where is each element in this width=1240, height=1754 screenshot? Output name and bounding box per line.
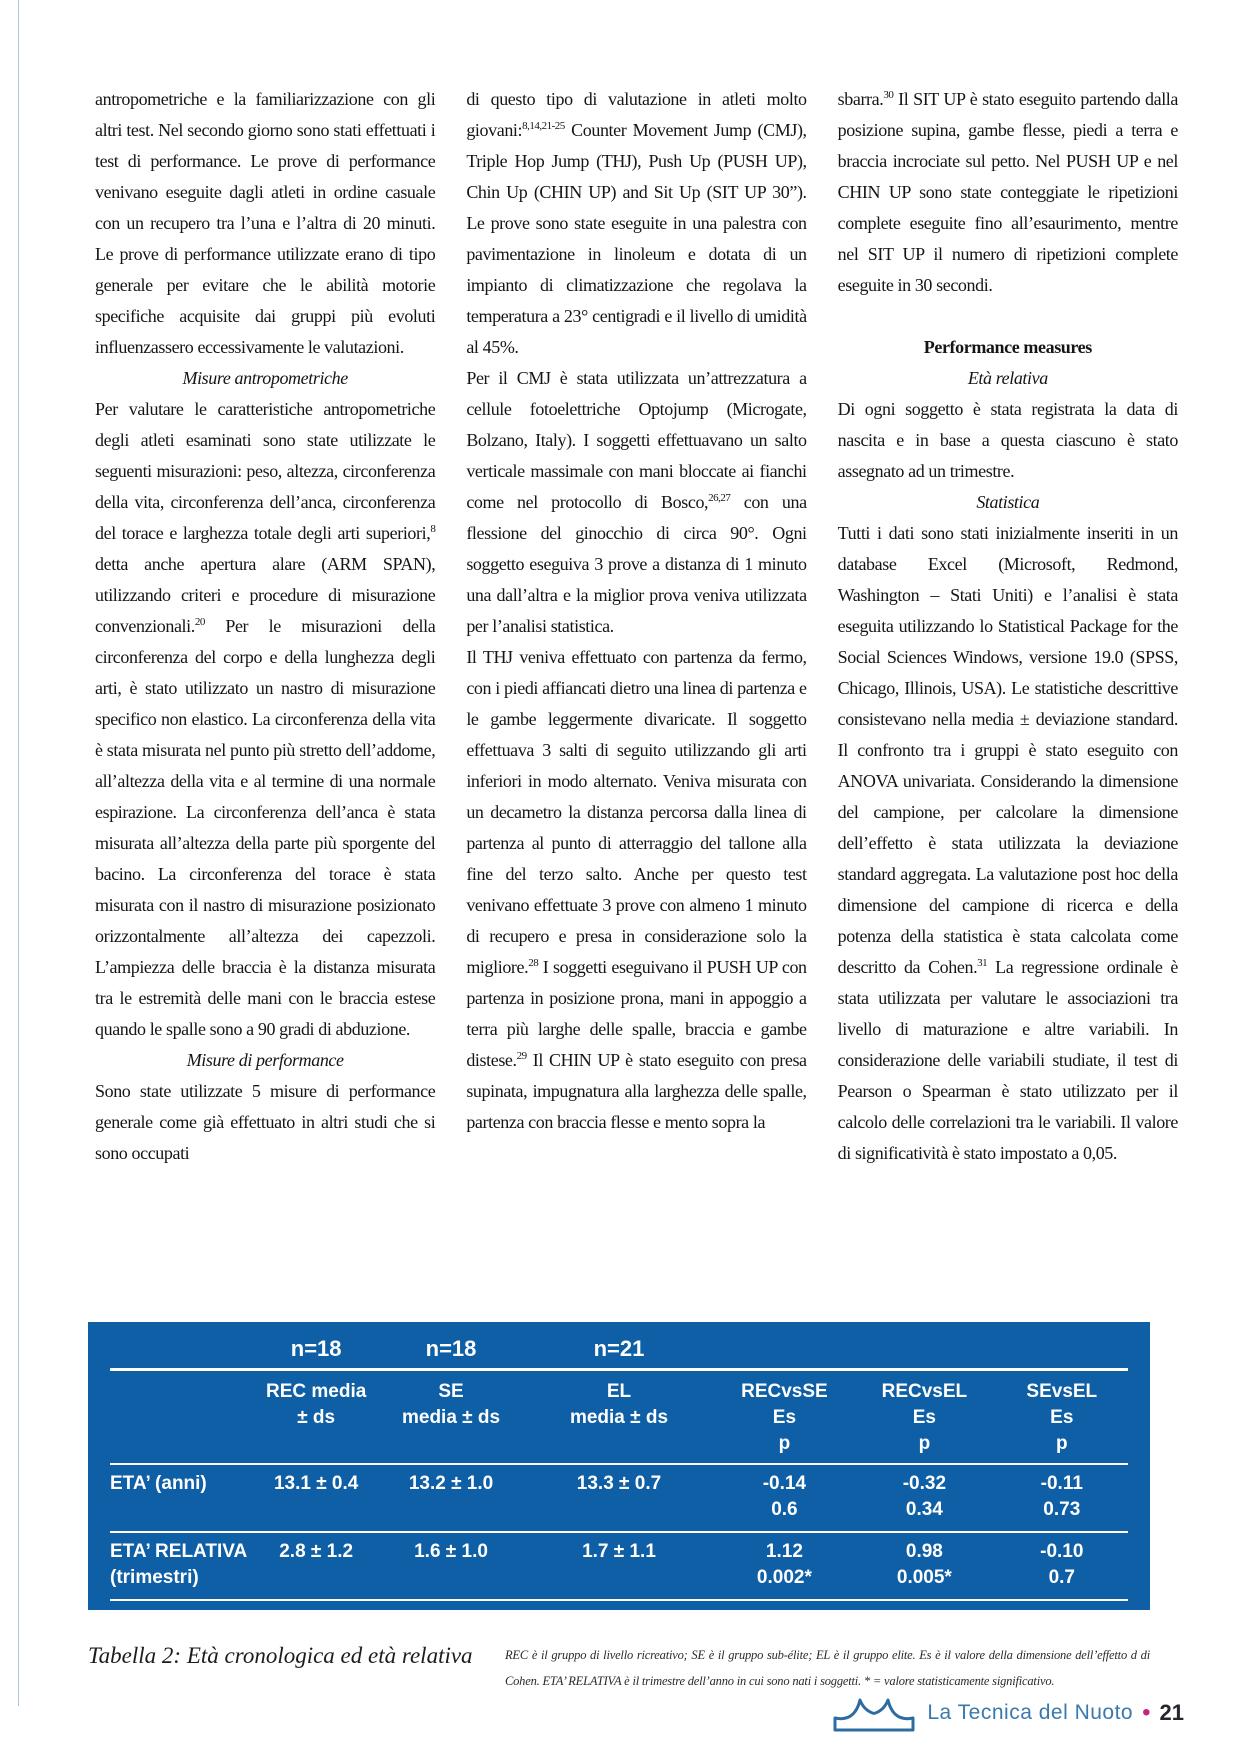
paragraph: Per il CMJ è stata utilizzata un’attrezzatura a cellule fotoelettriche Optojump (Microgate, Bolzano, Italy). I soggetti effettuavano un salto verticale massimale con mani bloccate ai fianchi come nel protocollo di Bosco,$^{26,27}$ con una flessione del ginocchio di circa 90°. Ogni soggetto eseguiva 3 prove a distanza di 1 minuto una dall’altra e la miglior prova veniva utilizzata per l’analisi statistica. (466, 368, 807, 636)
table-header-line: Es (772, 1407, 797, 1428)
table-header-row (110, 1371, 1128, 1465)
table-header-line: media ± ds (569, 1407, 669, 1428)
table-header-line: media ± ds (401, 1407, 501, 1428)
table-group-size-cell: n=18 (425, 1336, 477, 1361)
table-value-line: 1.6 ± 1.0 (414, 1541, 488, 1562)
page-number: 21 (1159, 1700, 1184, 1725)
paragraph: sbarra.$^{30}$ Il SIT UP è stato eseguito partendo dalla posizione supina, gambe flesse, piedi a terra e braccia incrociate sul petto. Nel PUSH UP e nel CHIN UP sono state conteggiate le ripetizioni complete eseguite fino all’esaurimento, mentre nel SIT UP il numero di ripetizioni complete eseguite in 30 secondi. (837, 89, 1178, 295)
paragraph: Di ogni soggetto è stata registrata la data di nascita e in base a questa ciascuno è stato assegnato ad un trimestre. (837, 399, 1178, 481)
reference-superscript: 20 (194, 616, 205, 628)
table-value-line: 0.005* (896, 1567, 952, 1588)
page-edge-rule (18, 0, 19, 1706)
table-value-cell (522, 1471, 715, 1497)
paragraph: Il THJ veniva effettuato con partenza da fermo, con i piedi affiancati dietro una linea di partenza e le gambe leggermente divaricate. Il soggetto effettuava 3 salti di seguito utilizzando gli arti inferiori in modo alternato. Veniva misurata con un decametro la distanza percorsa dalla linea di partenza al punto di atterraggio del tallone alla fine del terzo salto. Anche per questo test venivano effettuate 3 prove con almeno 1 minuto di recupero e presa in considerazione solo la migliore.$^{28}$ I soggetti eseguivano il PUSH UP con partenza in posizione prona, mani in appoggio a terra più larghe delle spalle, braccia e gambe distese.$^{29}$ Il CHIN UP è stato eseguito con presa supinata, impugnatura alla larghezza delle spalle, partenza con braccia flesse e mento sopra la (466, 647, 807, 1132)
paragraph: antropometriche e la familiarizzazione con gli altri test. Nel secondo giorno sono stati effettuati i test di performance. Le prove di performance venivano eseguite dagli atleti in ordine casuale con un recupero tra l’una e l’altra di 20 minuti. Le prove di performance utilizzate erano di tipo generale per evitare che le abilità motorie specifiche acquisite dai gruppi più evoluti influenzassero eccessivamente le valutazioni. (95, 89, 436, 357)
waves-logo-icon (830, 1692, 918, 1734)
section-heading: Età relativa (967, 368, 1048, 388)
table-header-cell (716, 1379, 853, 1457)
table-header-line: Es (1050, 1407, 1074, 1428)
table-value-line: -0.14 (762, 1473, 807, 1494)
text-column-2 (466, 84, 806, 1299)
table-value-cell (996, 1539, 1128, 1591)
footer-separator-dot: • (1142, 1699, 1151, 1726)
table-caption-row (88, 1642, 1150, 1694)
table-value-cell (253, 1539, 380, 1565)
table-header-line: p (778, 1433, 791, 1454)
table-value-line: 13.2 ± 1.0 (408, 1473, 494, 1494)
table-header-cell (380, 1379, 523, 1431)
table-header-cell (522, 1379, 715, 1431)
reference-superscript: 29 (516, 1050, 527, 1062)
table-value-cell (853, 1471, 996, 1523)
table-row (110, 1533, 1128, 1601)
table-value-line: 0.73 (1043, 1499, 1081, 1520)
table-header-line: ± ds (297, 1407, 336, 1428)
table-header-line: SEvsEL (1026, 1381, 1098, 1402)
table-row (110, 1465, 1128, 1533)
table-caption: Tabella 2: Età cronologica ed età relativa (88, 1643, 473, 1668)
table-value-line: 2.8 ± 1.2 (279, 1541, 354, 1562)
table-caption-note: REC è il gruppo di livello ricreativo; SE è il gruppo sub-élite; EL è il gruppo elite. Es è il valore della dimensione dell’effetto d di Cohen. ETA’ RELATIVA è il trimestre dell’anno in cui sono nati i soggetti. * = valore statisticamente significativo. (505, 1648, 1150, 1688)
table-value-line: 0.98 (905, 1541, 943, 1562)
table-value-line: 0.7 (1048, 1567, 1075, 1588)
page-footer (830, 1692, 1184, 1734)
table-value-line: 0.6 (771, 1499, 798, 1520)
table-value-cell (716, 1539, 853, 1591)
table-value-cell (716, 1471, 853, 1523)
table-header-line: Es (912, 1407, 936, 1428)
table-value-line: -0.10 (1040, 1541, 1084, 1562)
text-column-3 (838, 84, 1178, 1299)
table-value-cell (996, 1471, 1128, 1523)
table-group-size-cell: n=18 (290, 1336, 342, 1361)
table-header-line: RECvsSE (741, 1381, 828, 1402)
table-value-line: 13.3 ± 0.7 (576, 1473, 662, 1494)
text-column-1 (95, 84, 435, 1299)
reference-superscript: 30 (883, 89, 894, 101)
paragraph: Per valutare le caratteristiche antropometriche degli atleti esaminati sono state utilizzate le seguenti misurazioni: peso, altezza, circonferenza della vita, circonferenza dell’anca, circonferenza del torace e larghezza totale degli arti superiori,$^8$ detta anche apertura alare (ARM SPAN), utilizzando criteri e procedure di misurazione convenzionali.$^{20}$ Per le misurazioni della circonferenza del corpo e della lunghezza degli arti, è stato utilizzato un nastro di misurazione specifico non elastico. La circonferenza della vita è stata misurata nel punto più stretto dell’addome, all’altezza della vita e al termine di una normale espirazione. La circonferenza dell’anca è stata misurata all’altezza della parte più sporgente del bacino. La circonferenza del torace è stata misurata con il nastro di misurazione posizionato orizzontalmente all’altezza dei capezzoli. L’ampiezza delle braccia è la distanza misurata tra le estremità delle mani con le braccia estese quando le spalle sono a 90 gradi di abduzione. (95, 399, 436, 1039)
table-header-line: REC media (265, 1381, 367, 1402)
paragraph: Tutti i dati sono stati inizialmente inseriti in un database Excel (Microsoft, Redmond, Washington – Stati Uniti) e l’analisi è stata eseguita utilizzando lo Statistical Package for the Social Sciences Windows, versione 19.0 (SPSS, Chicago, Illinois, USA). Le statistiche descrittive consistevano nella media ± deviazione standard. Il confronto tra i gruppi è stato eseguito con ANOVA univariata. Considerando la dimensione del campione, per calcolare la dimensione dell’effetto è stata utilizzata la deviazione standard aggregata. La valutazione post hoc della dimensione del campione di ricerca e della potenza della statistica è stata calcolata come descritto da Cohen.$^{31}$ La regressione ordinale è stata utilizzata per valutare le associazioni tra livello di maturazione e altre variabili. In considerazione delle variabili studiate, il test di Pearson o Spearman è stato utilizzato per il calcolo delle correlazioni tra le variabili. Il valore di significatività è stato impostato a 0,05. (837, 523, 1178, 1163)
table-header-cell (853, 1379, 996, 1457)
article-body (95, 84, 1178, 1299)
row-label-cell (110, 1539, 253, 1591)
table-value-line: 0.34 (905, 1499, 943, 1520)
reference-superscript: 8 (430, 523, 436, 535)
table-value-cell (253, 1471, 380, 1497)
table-header-line: EL (606, 1381, 632, 1402)
reference-superscript: 28 (528, 957, 539, 969)
journal-name: La Tecnica del Nuoto (927, 1701, 1134, 1724)
section-heading: Performance measures (923, 337, 1092, 357)
row-label-line: (trimestri) (110, 1567, 199, 1588)
paragraph: Sono state utilizzate 5 misure di performance generale come già effettuato in altri studi che si sono occupati (95, 1081, 436, 1163)
row-label-line: ETA’ RELATIVA (110, 1541, 248, 1562)
table-group-size-cell: n=21 (593, 1336, 645, 1361)
table-value-cell (853, 1539, 996, 1591)
results-table (88, 1322, 1150, 1610)
table-value-cell (380, 1471, 523, 1497)
table-value-cell (522, 1539, 715, 1565)
reference-superscript: 8,14,21-25 (522, 120, 565, 132)
table-value-cell (380, 1539, 523, 1565)
section-heading: Statistica (976, 492, 1040, 512)
table-group-size-row (110, 1336, 1128, 1371)
table-value-line: 1.7 ± 1.1 (582, 1541, 656, 1562)
table-value-line: -0.11 (1040, 1473, 1083, 1494)
table-header-line: SE (438, 1381, 464, 1402)
table-value-line: 1.12 (765, 1541, 803, 1562)
section-heading: Misure antropometriche (182, 368, 348, 388)
section-heading: Misure di performance (186, 1050, 344, 1070)
table-header-line: p (1055, 1433, 1068, 1454)
table-header-line: RECvsEL (881, 1381, 968, 1402)
table-value-line: -0.32 (902, 1473, 947, 1494)
table-header-cell (996, 1379, 1128, 1457)
table-value-line: 13.1 ± 0.4 (273, 1473, 359, 1494)
row-label-line: ETA’ (anni) (110, 1473, 207, 1494)
table-header-cell (253, 1379, 380, 1431)
paragraph: di questo tipo di valutazione in atleti molto giovani:$^{8,14,21-25}$ Counter Movement Jump (CMJ), Triple Hop Jump (THJ), Push Up (PUSH UP), Chin Up (CHIN UP) and Sit Up (SIT UP 30”). Le prove sono state eseguite in una palestra con pavimentazione in linoleum e dotata di un impianto di climatizzazione che regolava la temperatura a 23° centigradi e il livello di umidità al 45%. (466, 89, 807, 357)
table-header-line: p (918, 1433, 931, 1454)
row-label-cell (110, 1471, 253, 1497)
reference-superscript: 31 (977, 957, 988, 969)
table-value-line: 0.002* (756, 1567, 812, 1588)
reference-superscript: 26,27 (708, 492, 731, 504)
